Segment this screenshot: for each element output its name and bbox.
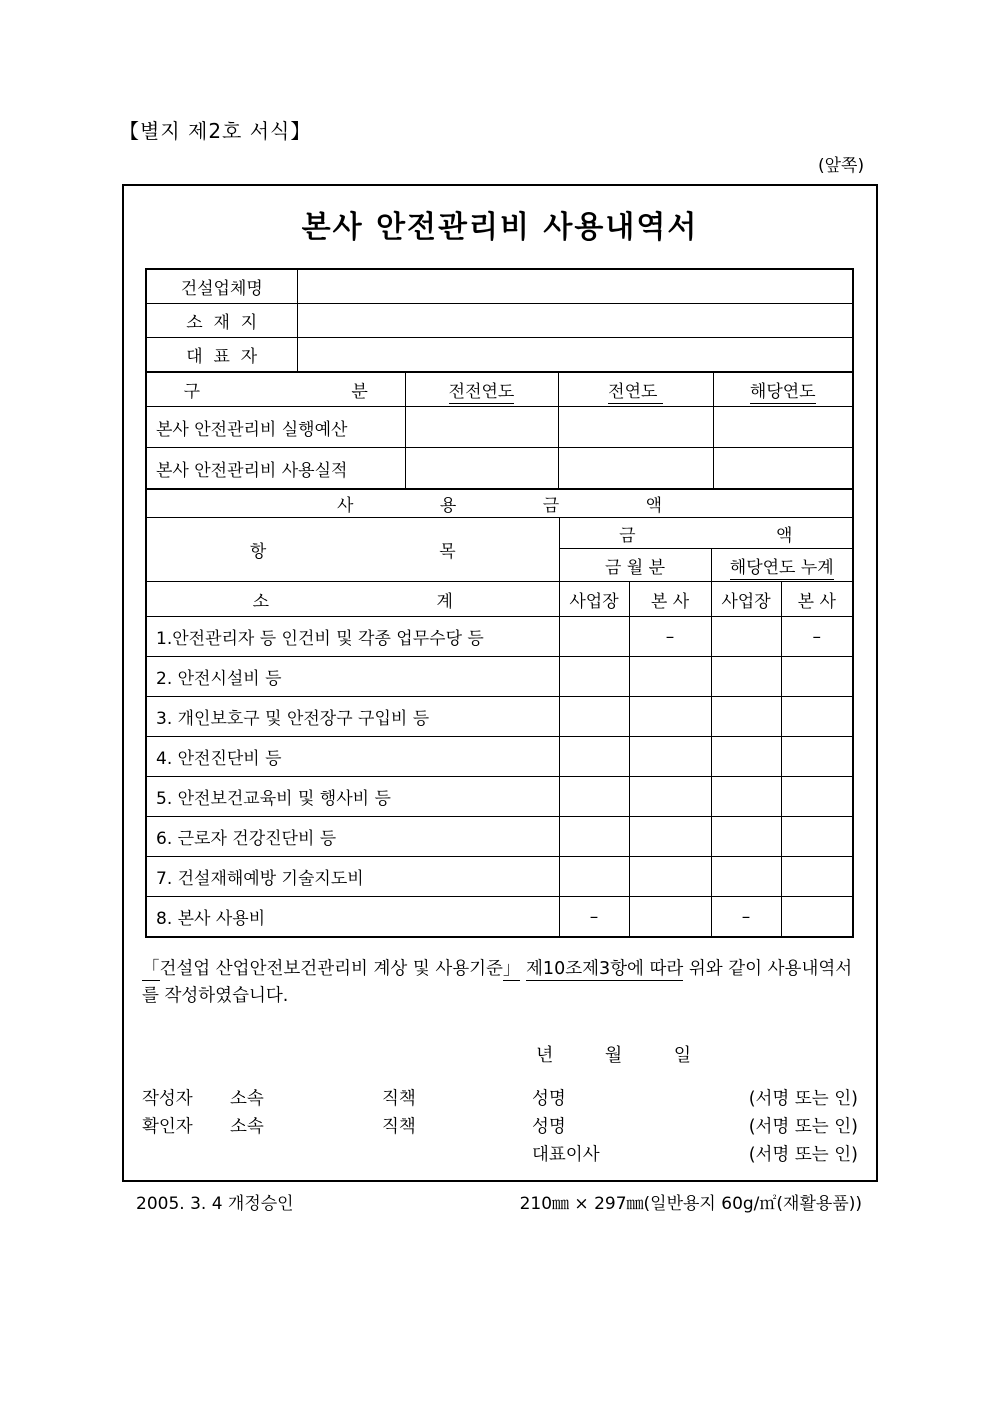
table-row (146, 657, 853, 697)
division-header: 구 분 (146, 372, 405, 407)
budget-row-label: 본사 안전관리비 실행예산 (146, 407, 405, 448)
value-cell (711, 857, 781, 897)
current-month-header: 금 월 분 (559, 549, 711, 582)
item-label: 1.안전관리자 등 인건비 및 각종 업무수당 등 (146, 617, 559, 657)
signature-row-writer (142, 1083, 858, 1111)
usage-amount-banner: 사 용 금 액 (146, 489, 853, 518)
role-label: 확인자 (142, 1116, 193, 1137)
form-title: 본사 안전관리비 사용내역서 (301, 210, 699, 245)
table-row (146, 269, 853, 304)
value-cell (559, 817, 629, 857)
value-cell (629, 657, 711, 697)
table-header-row (146, 518, 853, 549)
usage-row-label: 본사 안전관리비 사용실적 (146, 448, 405, 490)
value-cell (781, 857, 853, 897)
headoffice-col-header: 본 사 (629, 582, 711, 617)
table-row (146, 304, 853, 338)
amount-header: 금 액 (559, 518, 853, 549)
item-label: 5. 안전보건교육비 및 행사비 등 (146, 777, 559, 817)
value-cell (629, 777, 711, 817)
address-value (297, 304, 853, 338)
paper-spec: 210㎜ × 297㎜(일반용지 60g/㎡(재활용품)) (519, 1194, 862, 1214)
value-cell (629, 697, 711, 737)
subtotal-row (146, 582, 853, 617)
company-name-label: 건설업체명 (146, 269, 297, 304)
value-cell (711, 617, 781, 657)
sign-or-seal-label: (서명 또는 인) (748, 1144, 858, 1165)
signature-row-ceo (142, 1139, 858, 1167)
budget-cell (405, 448, 558, 490)
table-row (146, 857, 853, 897)
last-year-header (558, 372, 713, 407)
headoffice-col-header: 본 사 (781, 582, 853, 617)
representative-label: 대 표 자 (146, 338, 297, 373)
affiliation-label: 소속 (230, 1088, 264, 1109)
budget-cell (558, 448, 713, 490)
declaration-text (142, 956, 860, 1010)
table-header-row (146, 372, 853, 407)
name-label: 성명 (532, 1088, 566, 1109)
date-line: 년 월 일 (536, 1045, 692, 1066)
signature-block (142, 1083, 858, 1167)
value-cell (711, 817, 781, 857)
value-cell (559, 737, 629, 777)
value-cell: – (559, 897, 629, 938)
company-name-value (297, 269, 853, 304)
value-cell (711, 657, 781, 697)
year-before-last-header (405, 372, 558, 407)
value-cell (629, 897, 711, 938)
article-reference: 제10조제3항에 따라 (526, 959, 684, 979)
position-label: 직책 (382, 1116, 416, 1137)
value-cell: – (711, 897, 781, 938)
budget-cell (405, 407, 558, 448)
value-cell (559, 617, 629, 657)
value-cell (629, 737, 711, 777)
item-label: 3. 개인보호구 및 안전장구 구입비 등 (146, 697, 559, 737)
value-cell (711, 777, 781, 817)
usage-banner-row (146, 489, 853, 518)
law-name: 건설업 산업안전보건관리비 계상 및 사용기준 (159, 959, 503, 979)
table-row (146, 737, 853, 777)
value-cell (781, 737, 853, 777)
underlined-text: 해당연도 (749, 382, 816, 402)
value-cell: – (781, 617, 853, 657)
table-row (146, 777, 853, 817)
value-cell: – (629, 617, 711, 657)
item-label: 2. 안전시설비 등 (146, 657, 559, 697)
year-cumulative-header (711, 549, 853, 582)
table-row (146, 338, 853, 373)
usage-amount-table (145, 488, 854, 938)
position-label: 직책 (382, 1088, 416, 1109)
sign-or-seal-label: (서명 또는 인) (748, 1088, 858, 1109)
page-footer (136, 1189, 862, 1214)
value-cell (781, 817, 853, 857)
site-col-header: 사업장 (711, 582, 781, 617)
value-cell (781, 697, 853, 737)
item-label: 7. 건설재해예방 기술지도비 (146, 857, 559, 897)
value-cell (781, 657, 853, 697)
table-row (146, 897, 853, 938)
revision-approval-date: 2005. 3. 4 개정승인 (136, 1194, 294, 1214)
budget-cell (713, 448, 853, 490)
underlined-text: 해당연도 누계 (729, 557, 834, 578)
form-number-label: 【별지 제2호 서식】 (119, 119, 312, 143)
value-cell (559, 857, 629, 897)
value-cell (711, 697, 781, 737)
sign-or-seal-label: (서명 또는 인) (748, 1116, 858, 1137)
yearly-budget-table (145, 371, 854, 490)
value-cell (559, 697, 629, 737)
value-cell (781, 897, 853, 938)
value-cell (629, 857, 711, 897)
open-bracket: 「 (142, 959, 160, 979)
declaration-tail: 위와 같이 사용내역서를 작성하였습니다. (142, 959, 853, 1006)
form-tables (145, 268, 854, 938)
table-row (146, 448, 853, 490)
underlined-text: 전전연도 (448, 382, 515, 402)
site-col-header: 사업장 (559, 582, 629, 617)
subtotal-label: 소 계 (146, 582, 559, 617)
value-cell (781, 777, 853, 817)
underlined-text: 전연도 (608, 382, 663, 402)
form-border-box (122, 184, 878, 1182)
company-info-table (145, 268, 854, 373)
value-cell (559, 777, 629, 817)
value-cell (629, 817, 711, 857)
table-row (146, 697, 853, 737)
affiliation-label: 소속 (230, 1116, 264, 1137)
budget-cell (558, 407, 713, 448)
role-label: 작성자 (142, 1088, 193, 1109)
budget-cell (713, 407, 853, 448)
table-row (146, 817, 853, 857)
signature-row-checker (142, 1111, 858, 1139)
table-row (146, 407, 853, 448)
address-label: 소 재 지 (146, 304, 297, 338)
close-bracket: 」 (502, 959, 521, 979)
item-label: 4. 안전진단비 등 (146, 737, 559, 777)
front-side-label: (앞쪽) (818, 156, 865, 176)
item-label: 6. 근로자 건강진단비 등 (146, 817, 559, 857)
ceo-label: 대표이사 (532, 1144, 600, 1165)
current-year-header (713, 372, 853, 407)
item-header: 항 목 (146, 518, 559, 582)
value-cell (711, 737, 781, 777)
item-label: 8. 본사 사용비 (146, 897, 559, 938)
table-row (146, 617, 853, 657)
representative-value (297, 338, 853, 373)
value-cell (559, 657, 629, 697)
name-label: 성명 (532, 1116, 566, 1137)
